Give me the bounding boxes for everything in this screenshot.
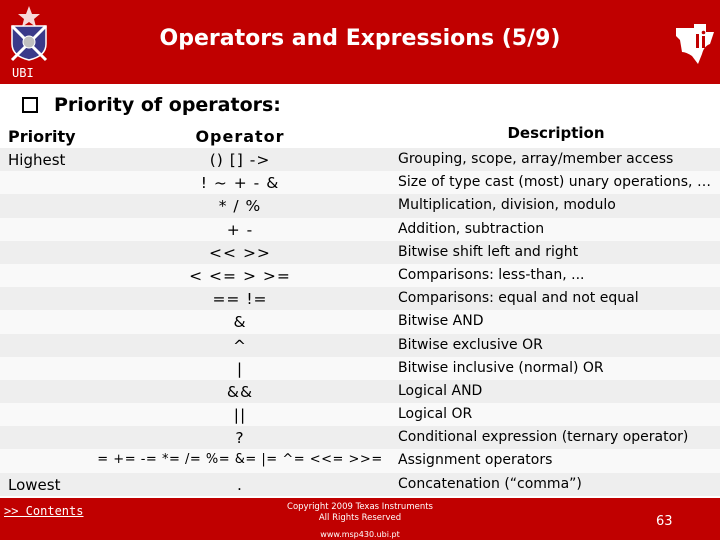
table-row [0, 473, 720, 496]
priority-cell: Highest [8, 151, 66, 169]
operator-cell: + - [226, 220, 254, 239]
hollow-square-bullet-icon [22, 97, 38, 113]
operator-priority-table [0, 124, 720, 496]
table-row [0, 171, 720, 194]
section-heading-text: Priority of operators: [54, 94, 281, 116]
table-row [0, 334, 720, 357]
contents-link[interactable]: >> Contents [4, 504, 84, 518]
operator-cell: == != [212, 290, 268, 309]
operator-column-header: Operator [195, 127, 285, 146]
description-cell: Concatenation (“comma”) [398, 475, 582, 492]
description-cell: Bitwise exclusive OR [398, 336, 543, 353]
operator-cell: || [233, 406, 247, 425]
description-cell: Addition, subtraction [398, 220, 545, 237]
operator-cell: << >> [209, 243, 271, 262]
table-row [0, 357, 720, 380]
page-number: 63 [656, 514, 673, 529]
operator-cell: . [237, 475, 243, 494]
description-cell: Bitwise AND [398, 313, 484, 330]
footer-bar [0, 498, 720, 540]
operator-cell: = += -= *= /= %= &= |= ^= <<= >>= [97, 452, 383, 468]
operator-cell: ! ~ + - & [200, 174, 280, 193]
section-heading [22, 94, 281, 116]
operator-cell: ^ [233, 336, 247, 355]
description-cell: Comparisons: equal and not equal [398, 290, 639, 307]
operator-cell: | [236, 359, 244, 378]
texas-instruments-logo [672, 22, 718, 66]
table-row [0, 403, 720, 426]
header-bar [0, 0, 720, 84]
description-cell: Logical OR [398, 406, 473, 423]
description-cell: Bitwise shift left and right [398, 243, 579, 260]
operator-cell: && [226, 382, 254, 401]
description-cell: Assignment operators [398, 452, 553, 469]
table-header-row [0, 124, 720, 148]
priority-cell: Lowest [8, 475, 61, 494]
description-cell: Comparisons: less-than, ... [398, 266, 585, 283]
table-row [0, 310, 720, 333]
table-row [0, 449, 720, 472]
table-row [0, 194, 720, 217]
operator-cell: () [] -> [209, 151, 271, 169]
operator-cell: ? [235, 429, 245, 448]
rights-line: All Rights Reserved [318, 513, 402, 523]
description-cell: Bitwise inclusive (normal) OR [398, 359, 604, 376]
table-row [0, 287, 720, 310]
operator-cell: < <= > >= [189, 266, 291, 285]
table-row [0, 264, 720, 287]
table-row [0, 241, 720, 264]
description-column-header: Description [507, 124, 605, 142]
table-row [0, 148, 720, 171]
table-row [0, 218, 720, 241]
copyright-line: Copyright 2009 Texas Instruments [287, 502, 433, 512]
description-cell: Conditional expression (ternary operator) [398, 429, 689, 446]
university-crest-logo [6, 4, 52, 62]
table-row [0, 380, 720, 403]
copyright-notice [270, 502, 450, 524]
slide-title: Operators and Expressions (5/9) [159, 26, 561, 51]
table-row [0, 426, 720, 449]
description-cell: Size of type cast (most) unary operations, … [398, 174, 711, 191]
operator-cell: * / % [218, 197, 262, 216]
university-label: UBI [12, 66, 34, 80]
description-cell: Grouping, scope, array/member access [398, 151, 674, 167]
priority-column-header: Priority [8, 127, 76, 146]
description-cell: Multiplication, division, modulo [398, 197, 616, 214]
website-url: www.msp430.ubi.pt [320, 530, 400, 539]
operator-cell: & [233, 313, 247, 332]
description-cell: Logical AND [398, 382, 483, 399]
